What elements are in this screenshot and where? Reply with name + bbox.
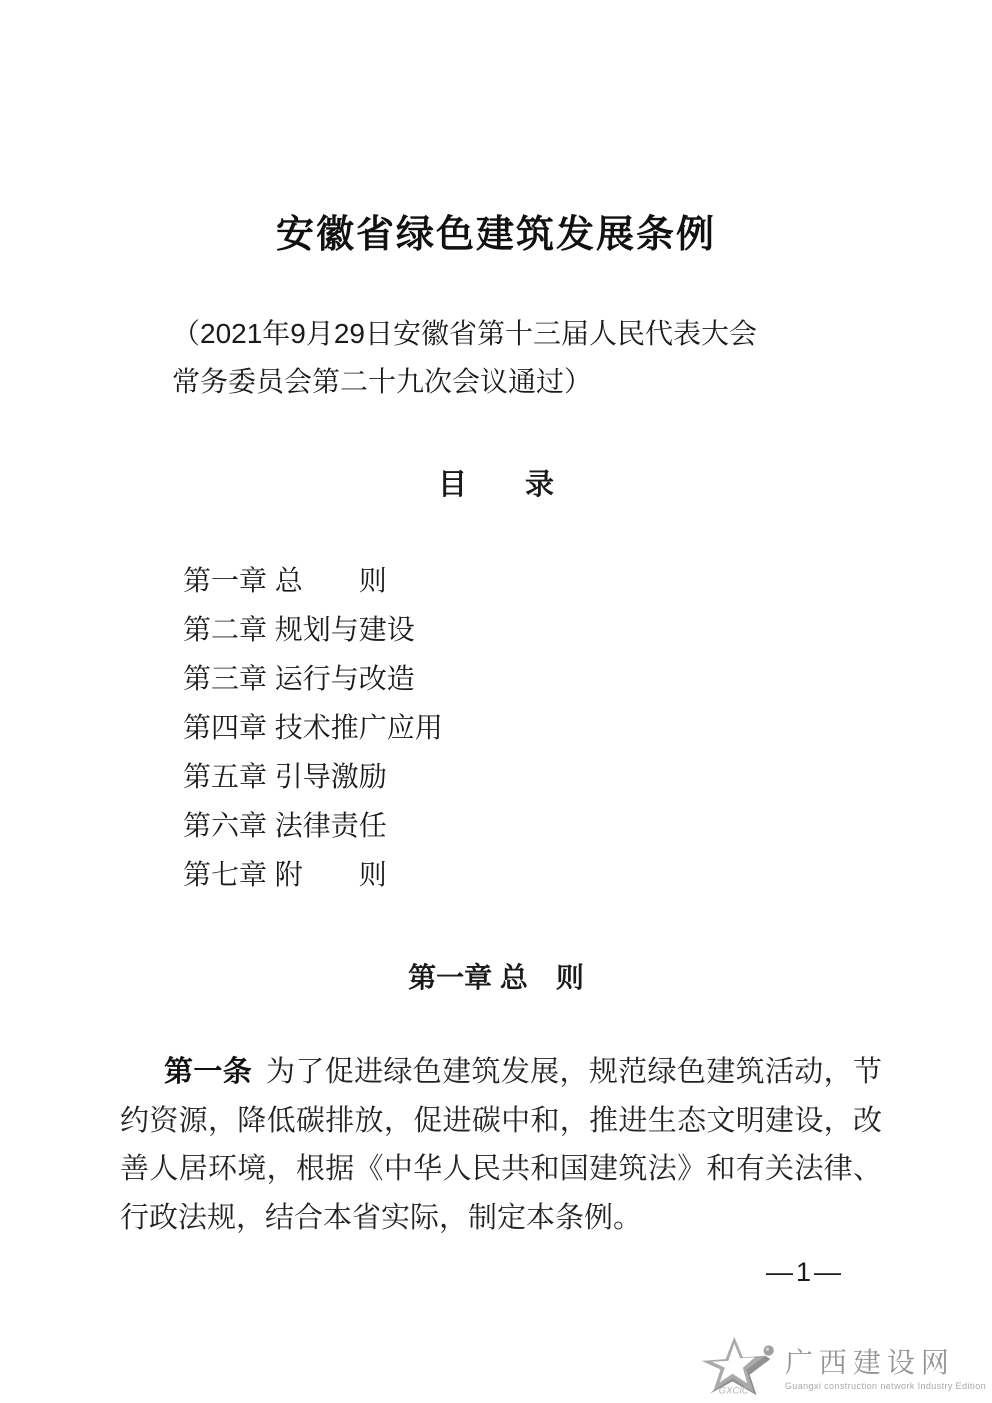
article-1-text: 为了促进绿色建筑发展，规范绿色建筑活动，节约资源，降低碳排放，促进碳中和，推进生态文明建设，改善人居环境，根据《中华人民共和国建筑法》和有关法律、行政法规，结合本省实际，制定本条例。 xyxy=(120,1056,882,1234)
article-1-paragraph xyxy=(120,1048,882,1242)
toc-item-chapter-5: 第五章 引导激励 xyxy=(183,761,387,792)
logo-caption-text: GXCIC xyxy=(718,1385,749,1397)
star-logo-icon xyxy=(693,1335,779,1397)
watermark-tagline: Guangxi construction network Industry Edition xyxy=(784,1381,986,1391)
toc-item-chapter-2: 第二章 规划与建设 xyxy=(183,614,415,645)
toc-item-chapter-7: 第七章 附 则 xyxy=(183,859,387,890)
adoption-note xyxy=(172,310,792,406)
chapter-1-heading: 第一章 总 则 xyxy=(408,962,584,993)
document-title: 安徽省绿色建筑发展条例 xyxy=(275,214,716,256)
toc-item-chapter-3: 第三章 运行与改造 xyxy=(183,663,415,694)
adoption-note-line-2: 常务委员会第二十九次会议通过） xyxy=(172,366,593,397)
site-watermark xyxy=(693,1335,986,1397)
toc-item-chapter-4: 第四章 技术推广应用 xyxy=(183,712,443,743)
adoption-note-line-1: （2021年9月29日安徽省第十三届人民代表大会 xyxy=(172,318,758,349)
watermark-text-block xyxy=(785,1350,986,1397)
toc-list xyxy=(183,556,443,899)
page-number: —1— xyxy=(766,1257,845,1287)
toc-item-chapter-1: 第一章 总 则 xyxy=(183,565,387,596)
article-1-label: 第一条 xyxy=(164,1056,253,1088)
toc-item-chapter-6: 第六章 法律责任 xyxy=(183,810,387,841)
toc-heading: 目 录 xyxy=(437,469,554,501)
watermark-site-name: 广西建设网 xyxy=(784,1348,955,1379)
